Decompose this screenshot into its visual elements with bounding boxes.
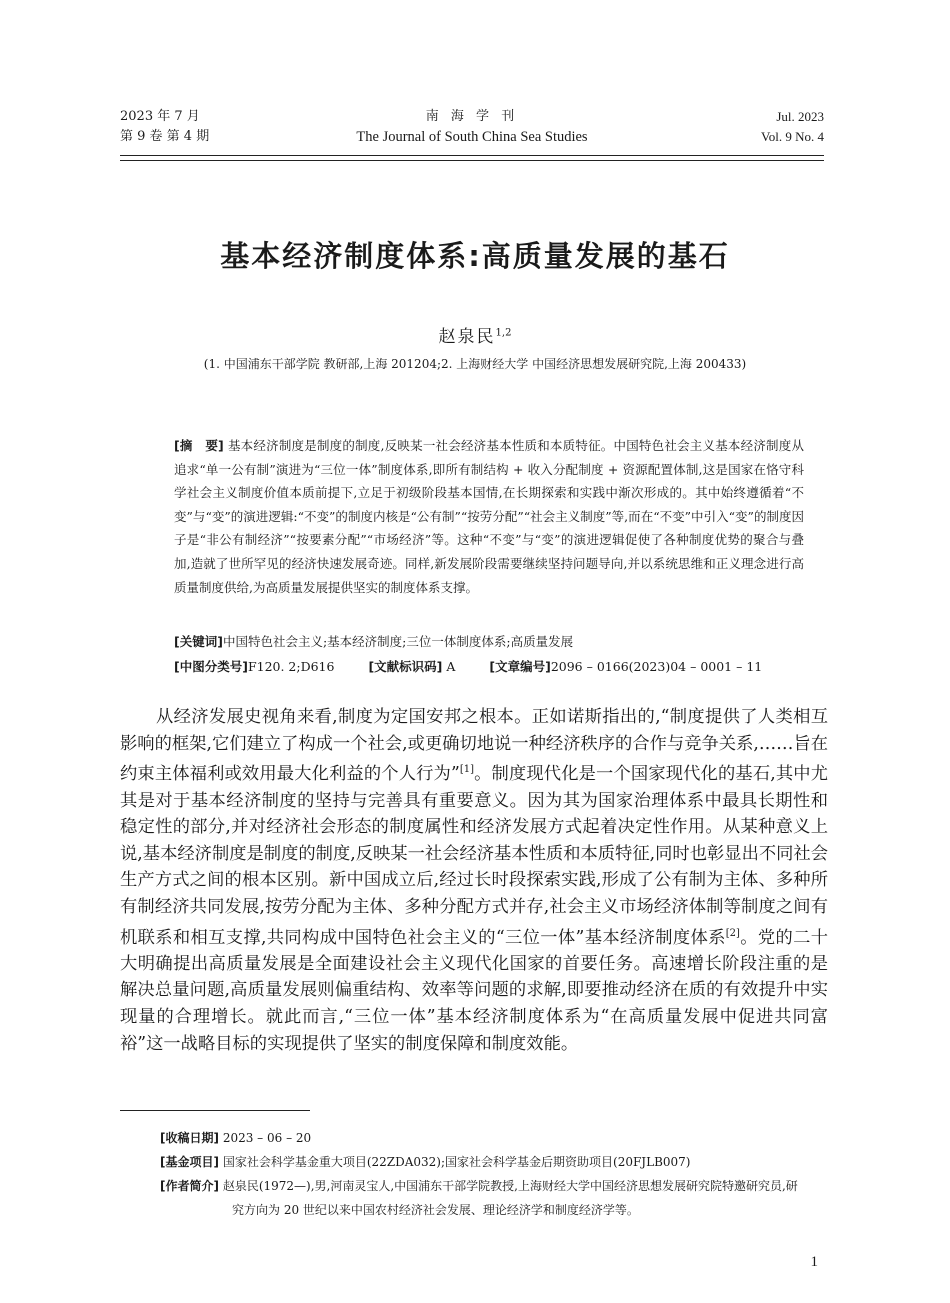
keywords bbox=[174, 630, 804, 654]
header-date-cn: 2023 年 7 月 bbox=[120, 109, 200, 124]
keywords-text: 中国特色社会主义;基本经济制度;三位一体制度体系;高质量发展 bbox=[222, 634, 574, 649]
journal-name-en: The Journal of South China Sea Studies bbox=[356, 129, 588, 145]
body-paragraph bbox=[120, 704, 828, 1057]
abstract-label: [摘 要] bbox=[174, 438, 224, 453]
fund-label: [基金项目] bbox=[160, 1155, 219, 1169]
body-text-1: 从经济发展史视角来看,制度为定国安邦之根本。正如诺斯指出的,“制度提供了人类相互影响的框架,它们建立了构成一个社会,或更确切地说一种经济秩序的合作与竞争关系,……旨在约束主体福利或效用最大化利益的个人行为” bbox=[120, 707, 828, 784]
bio-label: [作者简介] bbox=[160, 1179, 219, 1193]
footnote-received bbox=[160, 1126, 800, 1150]
article-number-value: 2096 – 0166(2023)04 – 0001 – 11 bbox=[550, 659, 763, 674]
abstract bbox=[174, 434, 804, 599]
citation-2: [2] bbox=[725, 927, 740, 939]
footnote-author-bio bbox=[160, 1174, 800, 1222]
header-rule-bottom bbox=[120, 160, 824, 161]
author-line bbox=[0, 322, 950, 347]
clc-code bbox=[174, 659, 334, 674]
author-affiliation: (1. 中国浦东干部学院 教研部,上海 201204;2. 上海财经大学 中国经济思想发展研究院,上海 200433) bbox=[203, 357, 747, 371]
fund-value: 国家社会科学基金重大项目(22ZDA032);国家社会科学基金后期资助项目(20FJLB007) bbox=[222, 1155, 691, 1169]
keywords-label: [关键词] bbox=[174, 634, 223, 649]
journal-name-cn: 南 海 学 刊 bbox=[425, 109, 519, 124]
author-affiliation-marks: 1,2 bbox=[495, 327, 512, 339]
bio-value: 赵泉民(1972—),男,河南灵宝人,中国浦东干部学院教授,上海财经大学中国经济思想发展研究院特邀研究员,研究方向为 20 世纪以来中国农村经济社会发展、理论经济学和制度经济学等。 bbox=[222, 1179, 798, 1217]
header-issue-en: Vol. 9 No. 4 bbox=[761, 129, 824, 144]
header-right bbox=[761, 107, 824, 147]
citation-1: [1] bbox=[459, 764, 474, 776]
document-code-label: [文献标识码] bbox=[368, 659, 443, 674]
header-center bbox=[120, 107, 824, 147]
body-text-3: 。党的二十大明确提出高质量发展是全面建设社会主义现代化国家的首要任务。高速增长阶段注重的是解决总量问题,高质量发展则偏重结构、效率等问题的求解,即要推动经济在质的有效提升中实现量的合理增长。就此而言,“三位一体”基本经济制度体系为“在高质量发展中促进共同富裕”这一战略目标的实现提供了坚实的制度保障和制度效能。 bbox=[120, 927, 828, 1054]
clc-label: [中图分类号] bbox=[174, 659, 248, 674]
received-label: [收稿日期] bbox=[160, 1131, 219, 1145]
footnote-separator bbox=[120, 1110, 310, 1111]
running-header bbox=[120, 107, 824, 151]
received-value: 2023 – 06 – 20 bbox=[222, 1131, 312, 1145]
header-issue-cn: 第 9 卷 第 4 期 bbox=[120, 129, 210, 144]
article-number bbox=[489, 659, 762, 674]
classification-line bbox=[174, 655, 814, 679]
header-rule-top bbox=[120, 155, 824, 156]
article-number-label: [文章编号] bbox=[489, 659, 551, 674]
abstract-text: 基本经济制度是制度的制度,反映某一社会经济基本性质和本质特征。中国特色社会主义基本经济制度从追求“单一公有制”演进为“三位一体”制度体系,即所有制结构 + 收入分配制度 + 资源配置体制,这是国家在恪守科学社会主义制度价值本质前提下,立足于初级阶段基本国情,在长期探索和实践中渐次形成的。其中始终遵循着“不变”与“变”的演进逻辑:“不变”的制度内核是“公有制”“按劳分配”“社会主义制度”等,而在“不变”中引入“变”的制度因子是“非公有制经济”“按要素分配”“市场经济”等。这种“不变”与“变”的演进逻辑促使了各种制度优势的聚合与叠加,造就了世所罕见的经济快速发展奇迹。同样,新发展阶段需要继续坚持问题导向,并以系统思维和正义理念进行高质量制度供给,为高质量发展提供坚实的制度体系支撑。 bbox=[174, 438, 804, 595]
clc-value: F120. 2;D616 bbox=[247, 659, 335, 674]
footnote-fund bbox=[160, 1150, 800, 1174]
header-date-en: Jul. 2023 bbox=[776, 109, 824, 124]
article-title: 基本经济制度体系:高质量发展的基石 bbox=[220, 239, 730, 273]
page-number: 1 bbox=[810, 1254, 818, 1270]
body-text-2: 。制度现代化是一个国家现代化的基石,其中尤其是对于基本经济制度的坚持与完善具有重要意义。因为其为国家治理体系中最具长期性和稳定性的部分,并对经济社会形态的制度属性和经济发展方式起着决定性作用。从某种意义上说,基本经济制度是制度的制度,反映某一社会经济基本性质和本质特征,同时也彰显出不同社会生产方式之间的根本区别。新中国成立后,经过长时段探索实践,形成了公有制为主体、多种所有制经济共同发展,按劳分配为主体、多种分配方式并存,社会主义市场经济体制等制度之间有机联系和相互支撑,共同构成中国特色社会主义的“三位一体”基本经济制度体系 bbox=[120, 763, 828, 948]
author-name: 赵泉民 bbox=[438, 327, 496, 347]
document-code bbox=[368, 659, 455, 674]
document-code-value: A bbox=[446, 659, 456, 674]
